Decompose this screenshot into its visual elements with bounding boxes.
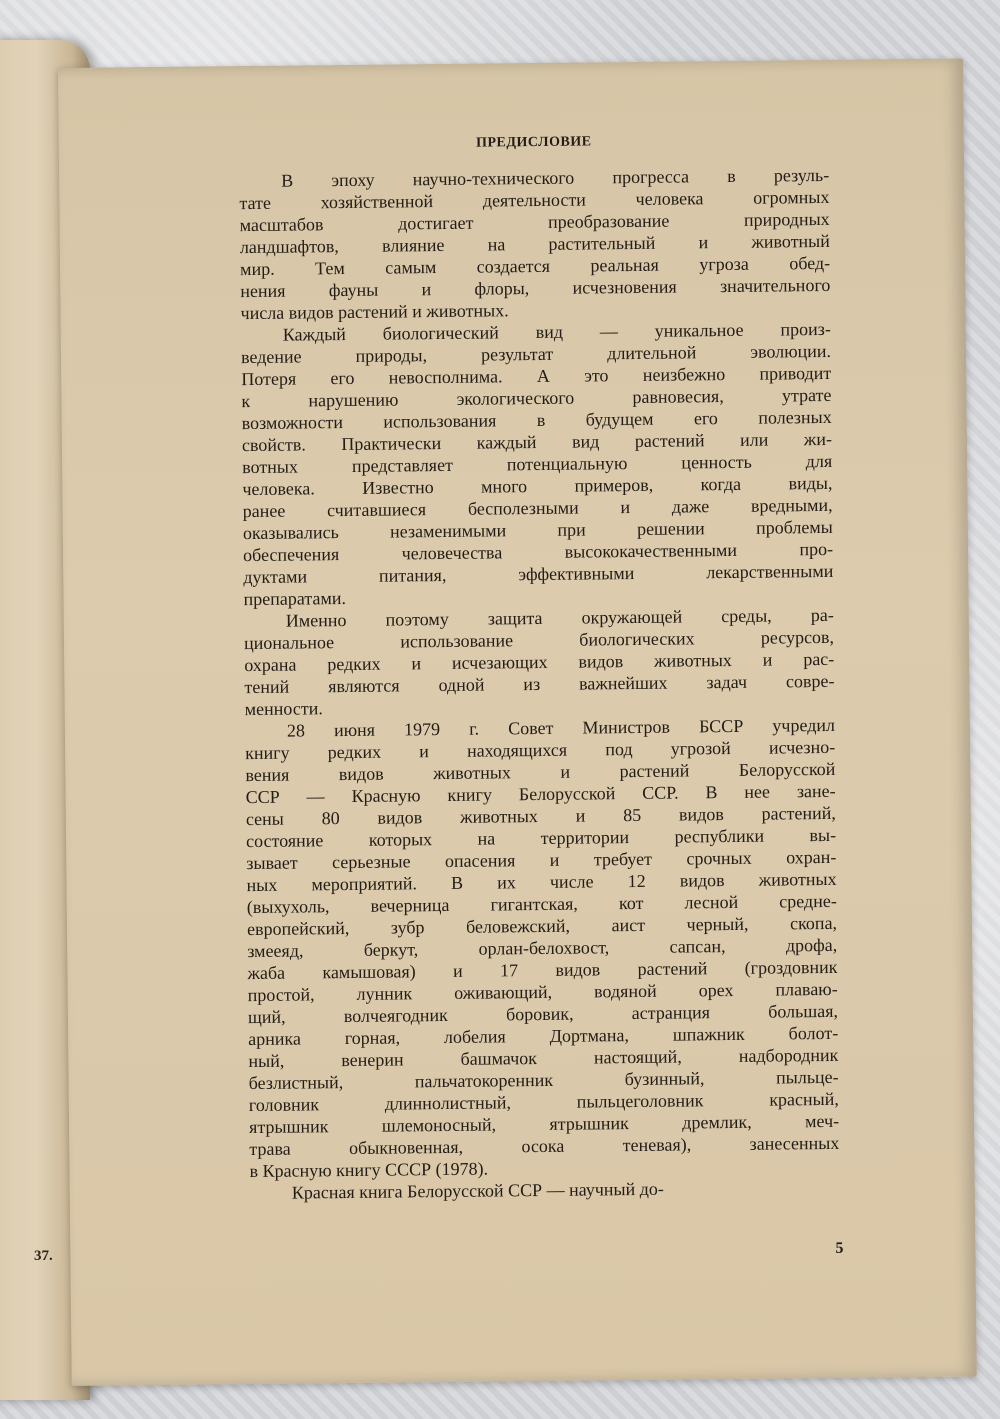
text-line: безлистный, пальчатокоренник бузинный, пыльце-: [248, 1066, 839, 1094]
left-page-number-fragment: 37.: [34, 1248, 53, 1264]
text-line: ятрышник шлемоносный, ятрышник дремлик, меч-: [248, 1110, 840, 1138]
text-line: Красная книга Белорусской ССР — научный до-: [291, 1178, 664, 1203]
text-line: 28 июня 1979 г. Совет Министров БССР учредил: [286, 714, 836, 741]
text-line: жаба камышовая) и 17 видов растений (гроздовник: [247, 956, 838, 984]
text-line: оказывались незаменимыми при решении проблемы: [242, 516, 833, 544]
text-line: охрана редких и исчезающих видов животных и рас-: [244, 648, 835, 676]
text-line: Каждый биологический вид — уникальное произ-: [282, 318, 831, 345]
page-text-block: [239, 132, 840, 1204]
text-line: ный, венерин башмачок настоящий, надбородник: [248, 1044, 839, 1072]
text-line: состояние которых на территории республики вы-: [246, 824, 837, 852]
text-line: обеспечения человечества высококачественными про-: [243, 538, 834, 566]
text-line: простой, лунник оживающий, водяной орех плаваю-: [247, 978, 838, 1006]
text-line: В эпоху научно-технического прогресса в резуль-: [281, 164, 830, 191]
text-line: человека. Известно много примеров, когда виды,: [242, 472, 833, 500]
text-line: арника горная, лобелия Дортмана, шпажник болот-: [248, 1022, 839, 1050]
text-line: (выхухоль, вечерница гигантская, кот лесной средне-: [246, 890, 837, 918]
text-line: в Красную книгу СССР (1978).: [249, 1158, 489, 1182]
text-line: тений являются одной из важнейших задач совре-: [244, 670, 835, 698]
text-line: препаратами.: [243, 588, 347, 610]
text-line: Потеря его невосполнима. А это неизбежно приводит: [241, 362, 832, 390]
text-line: циональное использование биологических ресурсов,: [243, 626, 835, 654]
page-number: 5: [835, 1239, 844, 1257]
text-line: змееяд, беркут, орлан-белохвост, сапсан, дрофа,: [247, 934, 838, 962]
text-line: европейский, зубр беловежский, аист черный, скопа,: [246, 912, 838, 940]
text-line: головник длиннолистный, пыльцеголовник красный,: [248, 1088, 839, 1116]
text-line: к нарушению экологического равновесия, утрате: [241, 384, 832, 412]
text-line: ных мероприятий. В их числе 12 видов животных: [246, 868, 837, 896]
text-line: трава обыкновенная, осока теневая), занесенных: [249, 1132, 840, 1160]
text-line: вотных представляет потенциальную ценность для: [242, 450, 833, 478]
text-line: дуктами питания, эффективными лекарственными: [243, 560, 834, 588]
text-line: возможности использования в будущем его полезных: [241, 406, 832, 434]
text-line: зывает серьезные опасения и требует срочных охран-: [246, 846, 837, 874]
text-line: книгу редких и находящихся под угрозой исчезно-: [245, 736, 836, 764]
page-heading: ПРЕДИСЛОВИЕ: [475, 134, 592, 151]
text-line: числа видов растений и животных.: [240, 300, 509, 324]
text-line: мир. Тем самым создается реальная угроза обед-: [240, 252, 831, 280]
text-line: масштабов достигает преобразование природных: [239, 208, 830, 236]
text-line: Именно поэтому защита окружающей среды, ра-: [285, 604, 834, 631]
text-line: ведение природы, результат длительной эволюции.: [240, 340, 832, 368]
text-line: ранее считавшиеся бесполезными и даже вредными,: [242, 494, 833, 522]
body-text: [239, 164, 840, 1204]
text-line: сены 80 видов животных и 85 видов растений,: [245, 802, 836, 830]
text-line: менности.: [244, 698, 323, 720]
text-line: тате хозяйственной деятельности человека огромных: [239, 186, 830, 214]
text-line: нения фауны и флоры, исчезновения значительного: [240, 274, 831, 302]
book-page: [58, 59, 977, 1386]
text-line: щий, волчеягодник боровик, астранция большая,: [247, 1000, 839, 1028]
text-line: ССР — Красную книгу Белорусской ССР. В нее зане-: [245, 780, 836, 808]
text-line: вения видов животных и растений Белорусской: [245, 758, 836, 786]
text-line: ландшафтов, влияние на растительный и животный: [239, 230, 830, 258]
text-line: свойств. Практически каждый вид растений или жи-: [241, 428, 833, 456]
